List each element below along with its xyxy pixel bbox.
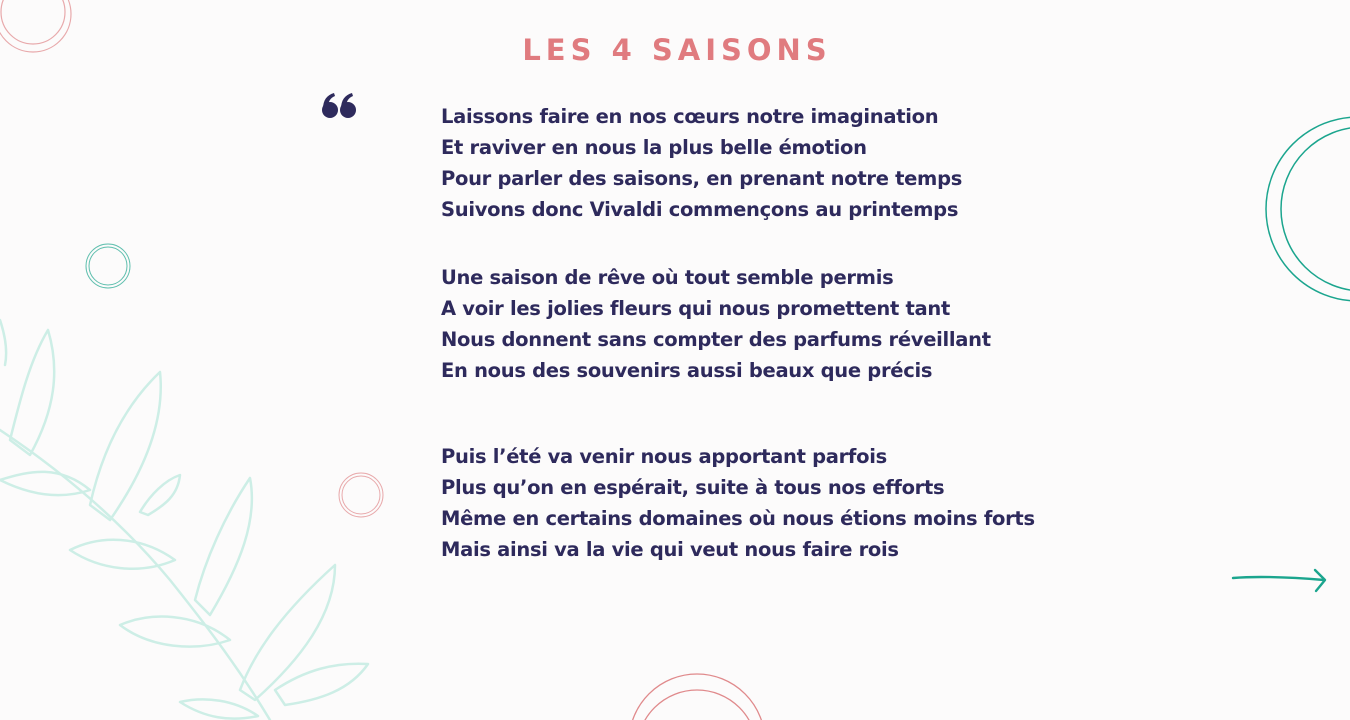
- poem-line: Pour parler des saisons, en prenant notre temps: [441, 167, 963, 190]
- circle-decoration-middle: [339, 473, 383, 517]
- stanza-2: [441, 262, 1141, 386]
- poem-line: Laissons faire en nos cœurs notre imagination: [441, 105, 939, 128]
- poem-line: Et raviver en nous la plus belle émotion: [441, 136, 867, 159]
- leaf-branch-illustration: [0, 320, 368, 720]
- quote-icon: [320, 88, 358, 122]
- page-title: [0, 33, 1350, 67]
- circle-decoration-bottom: [629, 674, 765, 720]
- stanza-3: [441, 441, 1141, 565]
- poem-line: Nous donnent sans compter des parfums réveillant: [441, 328, 991, 351]
- poem-line: Plus qu’on en espérait, suite à tous nos efforts: [441, 476, 945, 499]
- poem-line: Même en certains domaines où nous étions moins forts: [441, 507, 1035, 530]
- circle-decoration-right: [1266, 117, 1350, 301]
- poem-line: Puis l’été va venir nous apportant parfois: [441, 445, 887, 468]
- poem-line: Une saison de rêve où tout semble permis: [441, 266, 894, 289]
- poem-line: Suivons donc Vivaldi commençons au printemps: [441, 198, 959, 221]
- page-title-text: LES 4 SAISONS: [522, 33, 832, 67]
- poem-line: A voir les jolies fleurs qui nous promettent tant: [441, 297, 950, 320]
- poem-line: Mais ainsi va la vie qui veut nous faire rois: [441, 538, 899, 561]
- circle-decoration-left: [86, 244, 130, 288]
- poem-line: En nous des souvenirs aussi beaux que précis: [441, 359, 933, 382]
- arrow-right-icon[interactable]: [1228, 565, 1332, 597]
- stanza-1: [441, 101, 1141, 225]
